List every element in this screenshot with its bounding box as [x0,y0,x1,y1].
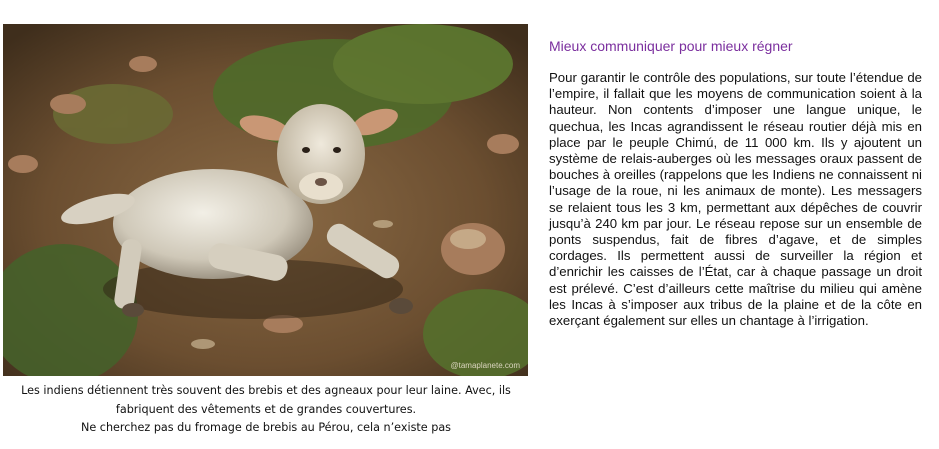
article-body: Pour garantir le contrôle des populations, sur toute l’étendue de l’empire, il fallait que les moyens de communication soient à la hauteur. Non contents d’imposer une langue unique, le quechua, les Incas agrandissent le réseau routier déjà mis en place par le peuple Chimú, de 11 000 km. Ils y ajoutent un système de relais-auberges où les messages oraux passent de bouches à oreilles (rappelons que les Indiens ne connaissent ni l’usage de la roue, ni les animaux de monte). Les messagers se relaient tous les 3 km, permettant aux dépêches de couvrir jusqu’à 240 km par jour. Le réseau repose sur un ensemble de ponts suspendus, fait de fibres d’agave, et de simples cordages. Ils permettent aussi de surveiller la région et d’enrichir les caisses de l’État, car à chaque passage un droit est prélevé. C’est d’ailleurs cette maîtrise du milieu qui amène les Incas à s’imposer aux tribus de la plaine et de la côte en exerçant également sur elles un chantage à l’irrigation. [549,70,922,329]
article-title: Mieux communiquer pour mieux régner [549,38,793,54]
lamb-photo [3,24,528,376]
caption-line: Ne cherchez pas du fromage de brebis au Pérou, cela n’existe pas [80,421,452,434]
caption-line: Les indiens détiennent très souvent des brebis et des agneaux pour leur laine. Avec, ils [21,384,511,397]
photo-caption [0,382,532,438]
lamb-photo-illustration [3,24,528,376]
photo-watermark: @tamaplanete.com [450,361,520,370]
caption-line: fabriquent des vêtements et de grandes couvertures. [115,402,417,416]
